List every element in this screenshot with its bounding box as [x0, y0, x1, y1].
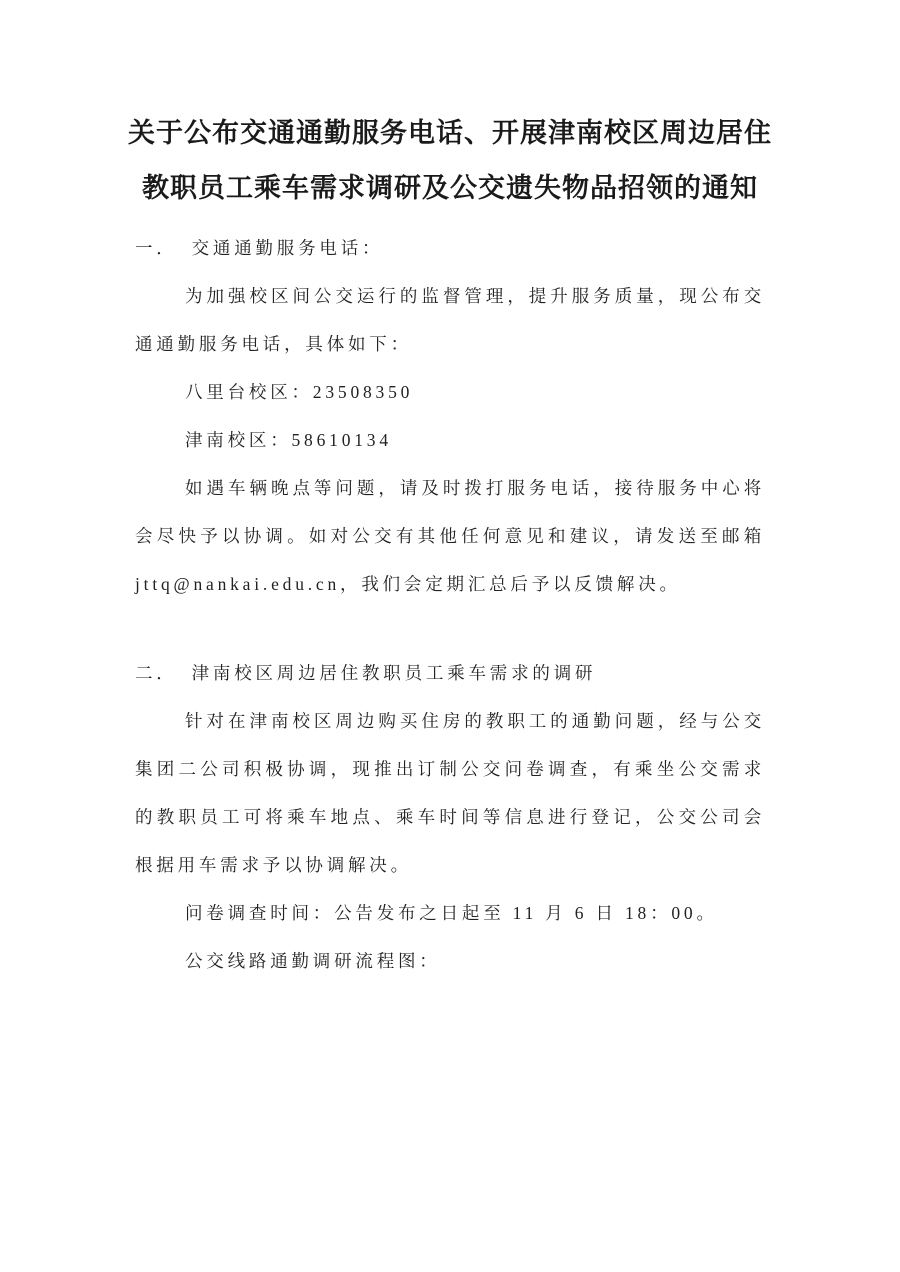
- section-2-body-paragraph: 针对在津南校区周边购买住房的教职工的通勤问题，经与公交集团二公司积极协调，现推出订制公交问卷调查，有乘坐公交需求的教职员工可将乘车地点、乘车时间等信息进行登记，公交公司会根据用车需求予以协调解决。: [135, 711, 765, 875]
- phone-line-balitai-campus: 八里台校区：23508350: [185, 382, 414, 402]
- section-2-number: 二．: [135, 663, 178, 683]
- phone-line-jinnan-campus: 津南校区：58610134: [185, 430, 392, 450]
- section-1-heading-text: 交通通勤服务电话：: [191, 238, 384, 258]
- survey-time-line: 问卷调查时间：公告发布之日起至 11 月 6 日 18：00。: [185, 903, 718, 923]
- section-1-intro-paragraph: 为加强校区间公交运行的监督管理，提升服务质量，现公布交通通勤服务电话，具体如下：: [135, 286, 765, 354]
- section-1-heading: [135, 224, 765, 272]
- section-1-number: 一．: [135, 238, 178, 258]
- section-1-note-paragraph: 如遇车辆晚点等问题，请及时拨打服务电话，接待服务中心将会尽快予以协调。如对公交有其他任何意见和建议，请发送至邮箱jttq@nankai.edu.cn，我们会定期汇总后予以反馈解决。: [135, 478, 765, 594]
- section-2-heading: [135, 649, 765, 697]
- notice-title-line-2: 教职员工乘车需求调研及公交遗失物品招领的通知: [142, 173, 758, 203]
- flowchart-caption-line: 公交线路通勤调研流程图：: [185, 951, 441, 971]
- notice-title-line-1: 关于公布交通通勤服务电话、开展津南校区周边居住: [128, 118, 772, 148]
- notice-title: [0, 106, 900, 216]
- notice-body: [135, 224, 765, 985]
- section-2-heading-text: 津南校区周边居住教职员工乘车需求的调研: [191, 663, 597, 683]
